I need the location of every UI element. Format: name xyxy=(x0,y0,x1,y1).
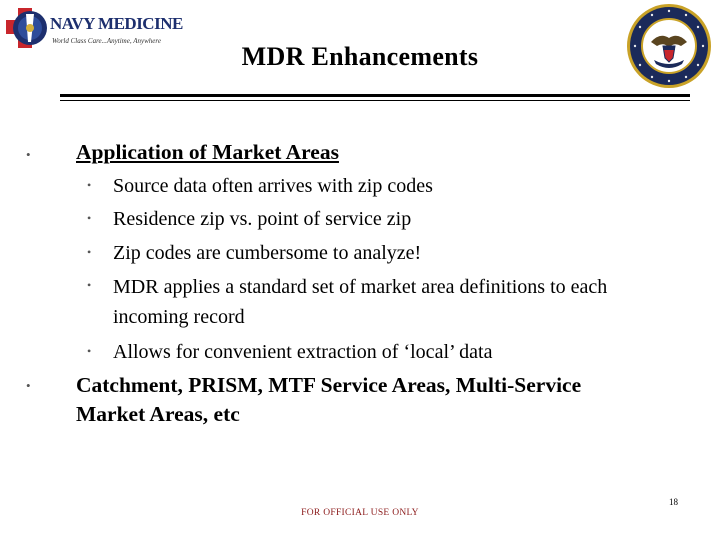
sub-bullet-marker: • xyxy=(87,344,92,358)
bullet-item: Catchment, PRISM, MTF Service Areas, Multi-Service Market Areas, etc xyxy=(76,373,582,426)
sub-bullet-item: Source data often arrives with zip codes xyxy=(113,175,433,197)
bullet-marker: • xyxy=(26,147,31,162)
slide-title: MDR Enhancements xyxy=(241,42,479,71)
bullet-marker: • xyxy=(26,378,31,393)
logo-tagline: World Class Care...Anytime, Anywhere xyxy=(52,37,161,45)
sub-bullet-item: MDR applies a standard set of market area definitions to each incoming record xyxy=(113,276,608,328)
sub-bullet-marker: • xyxy=(87,211,92,225)
sub-bullet-marker: • xyxy=(87,178,92,192)
footer-classification: FOR OFFICIAL USE ONLY xyxy=(301,508,419,518)
bullet-item: Application of Market Areas xyxy=(76,140,339,164)
sub-bullet-item: Residence zip vs. point of service zip xyxy=(113,208,412,230)
logo-name: NAVY MEDICINE xyxy=(50,14,183,33)
sub-bullet-item: Zip codes are cumbersome to analyze! xyxy=(113,242,422,264)
sub-bullet-item: Allows for convenient extraction of ‘local’ data xyxy=(113,341,493,363)
sub-bullet-marker: • xyxy=(87,278,92,292)
sub-bullet-marker: • xyxy=(87,245,92,259)
page-number: 18 xyxy=(669,497,678,507)
